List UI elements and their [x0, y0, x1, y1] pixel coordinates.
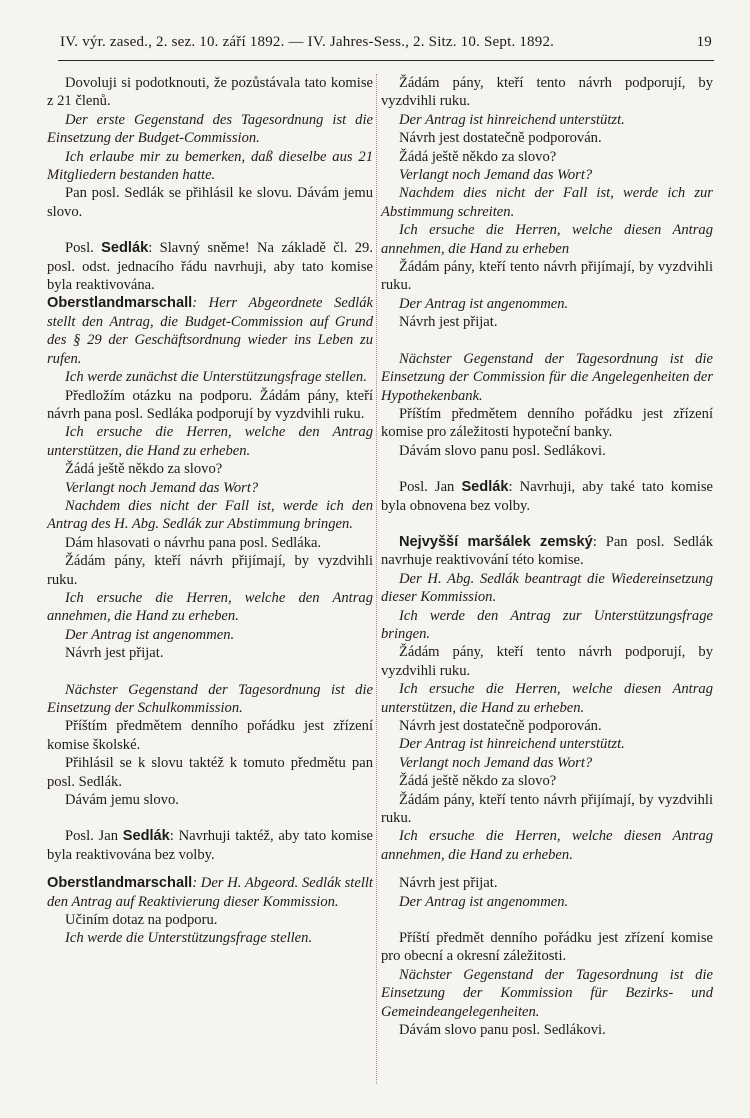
- paragraph: Ich werde zunächst die Unterstützungsfrage stellen.: [65, 369, 367, 386]
- paragraph: Ich erlaube mir zu bemerken, daß dieselbe aus 21 Mitgliedern bestanden hatte.: [47, 148, 373, 184]
- paragraph: Der H. Abg. Sedlák beantragt die Wiedereinsetzung dieser Kommission.: [381, 570, 713, 606]
- paragraph: Ich ersuche die Herren, welche diesen Antrag annehmen, die Hand zu erheben.: [381, 828, 713, 863]
- paragraph: Příští předmět denního pořádku jest zřízení komise pro obecní a okresní záležitosti.: [381, 930, 713, 965]
- paragraph: Ich ersuche die Herren, welche den Antrag unterstützen, die Hand zu erheben.: [47, 424, 373, 459]
- paragraph: Žádá ještě někdo za slovo?: [65, 461, 223, 478]
- paragraph: Žádám pány, kteří návrh přijímají, by vyzdvihli ruku.: [47, 553, 373, 588]
- left-column: [47, 74, 373, 948]
- speaker-name: Sedlák: [461, 479, 509, 496]
- speech: Posl. Jan Sedlák: Navrhuji taktéž, aby tato komise byla reaktivována bez volby.: [47, 828, 374, 863]
- paragraph: Der Antrag ist angenommen.: [399, 295, 569, 312]
- paragraph: Žádá ještě někdo za slovo?: [399, 773, 557, 790]
- paragraph: Dávám jemu slovo.: [65, 792, 179, 809]
- paragraph: Návrh jest přijat.: [65, 645, 164, 662]
- paragraph: Nächster Gegenstand der Tagesordnung ist die Einsetzung der Kommission für Bezirks- und Gemeindeangelegenheiten.: [381, 966, 713, 1020]
- paragraph: Ich ersuche die Herren, welche diesen Antrag unterstützen, die Hand zu erheben.: [381, 681, 713, 716]
- speech: Posl. Jan Sedlák: Navrhuji, aby také tato komise byla obnovena bez volby.: [381, 479, 713, 514]
- paragraph: Žádá ještě někdo za slovo?: [399, 148, 557, 165]
- speech: Oberstlandmarschall: Der H. Abgeord. Sedlák stellt den Antrag auf Reaktivierung dieser Kommission.: [47, 875, 373, 910]
- paragraph: Nächster Gegenstand der Tagesordnung ist die Einsetzung der Schulkommission.: [47, 681, 373, 716]
- paragraph: Der Antrag ist hinreichend unterstützt.: [399, 736, 625, 753]
- paragraph: Nächster Gegenstand der Tagesordnung ist die Einsetzung der Commission für die Angelegenheiten der Hypothekenbank.: [381, 350, 713, 404]
- header-text: IV. výr. zased., 2. sez. 10. září 1892. — IV. Jahres-Sess., 2. Sitz. 10. Sept. 1892.: [60, 34, 555, 50]
- page-number: 19: [696, 34, 712, 50]
- paragraph: Dovoluji si podotknouti, že pozůstávala tato komise z 21 členů.: [47, 75, 373, 110]
- paragraph: Návrh jest dostatečně podporován.: [399, 718, 602, 734]
- paragraph: Dávám slovo panu posl. Sedlákovi.: [399, 442, 606, 459]
- paragraph: Žádám pány, kteří tento návrh přijímají, by vyzdvihli ruku.: [381, 259, 713, 294]
- speaker-name: Oberstlandmarschall: [47, 875, 193, 892]
- paragraph: Přihlásil se k slovu taktéž k tomuto předmětu pan posl. Sedlák.: [47, 755, 373, 790]
- paragraph: Návrh jest přijat.: [399, 314, 498, 331]
- paragraph: Nachdem dies nicht der Fall ist, werde ich den Antrag des H. Abg. Sedlák zur Abstimmung bringen.: [47, 497, 373, 533]
- column-divider: [376, 74, 377, 1084]
- speaker-name: Oberstlandmarschall: [47, 295, 193, 312]
- paragraph: Příštím předmětem denního pořádku jest zřízení komise pro záležitosti hypoteční banky.: [381, 405, 713, 441]
- paragraph: Der Antrag ist angenommen.: [65, 626, 235, 643]
- speaker-name: Sedlák: [101, 240, 149, 257]
- speech: Oberstlandmarschall: Herr Abgeordnete Sedlák stellt den Antrag, die Budget-Commission auf Grund des § 29 der Geschäftsordnung wieder ins Leben zu rufen.: [47, 295, 373, 367]
- paragraph: Verlangt noch Jemand das Wort?: [399, 754, 593, 771]
- paragraph: Verlangt noch Jemand das Wort?: [65, 479, 259, 496]
- paragraph: Žádám pány, kteří tento návrh podporují, by vyzdvihli ruku.: [381, 644, 713, 679]
- paragraph: Verlangt noch Jemand das Wort?: [399, 167, 593, 184]
- header-rule: [58, 60, 714, 61]
- paragraph: Předložím otázku na podporu. Žádám pány, kteří návrh pana posl. Sedláka podporují by vyzdvihli ruku.: [47, 387, 373, 422]
- running-header: [60, 34, 712, 51]
- paragraph: Der erste Gegenstand des Tagesordnung ist die Einsetzung der Budget-Commission.: [47, 111, 373, 147]
- paragraph: Návrh jest dostatečně podporován.: [399, 130, 602, 147]
- paragraph: Ich ersuche die Herren, welche den Antrag annehmen, die Hand zu erheben.: [47, 589, 373, 625]
- speech: Nejvyšší maršálek zemský: Pan posl. Sedlák navrhuje reaktivování této komise.: [381, 533, 714, 569]
- speaker-name: Nejvyšší maršálek zemský: [399, 533, 593, 550]
- paragraph: Žádám pány, kteří tento návrh podporují, by vyzdvihli ruku.: [381, 75, 713, 110]
- speaker-name: Sedlák: [122, 828, 170, 845]
- paragraph: Učiním dotaz na podporu.: [65, 912, 218, 929]
- paragraph: Der Antrag ist angenommen.: [399, 893, 569, 910]
- speech: Posl. Sedlák: Slavný sněme! Na základě čl. 29. posl. odst. jednacího řádu navrhuji, aby tato komise byla reaktivována.: [47, 240, 373, 294]
- paragraph: Návrh jest přijat.: [399, 875, 498, 892]
- paragraph: Dávám slovo panu posl. Sedlákovi.: [399, 1022, 606, 1039]
- paragraph: Ich werde die Unterstützungsfrage stellen.: [65, 930, 313, 947]
- paragraph: Nachdem dies nicht der Fall ist, werde ich zur Abstimmung schreiten.: [381, 185, 713, 220]
- paragraph: Žádám pány, kteří tento návrh přijímají, by vyzdvihli ruku.: [381, 791, 713, 827]
- paragraph: Příštím předmětem denního pořádku jest zřízení komise školské.: [47, 718, 373, 753]
- paragraph: Dám hlasovati o návrhu pana posl. Sedláka.: [65, 534, 322, 551]
- paragraph: Ich ersuche die Herren, welche diesen Antrag annehmen, die Hand zu erheben: [381, 222, 713, 257]
- paragraph: Der Antrag ist hinreichend unterstützt.: [399, 111, 625, 128]
- right-column: [381, 74, 713, 1040]
- paragraph: Ich werde den Antrag zur Unterstützungsfrage bringen.: [381, 607, 713, 642]
- paragraph: Pan posl. Sedlák se přihlásil ke slovu. Dávám jemu slovo.: [47, 185, 373, 220]
